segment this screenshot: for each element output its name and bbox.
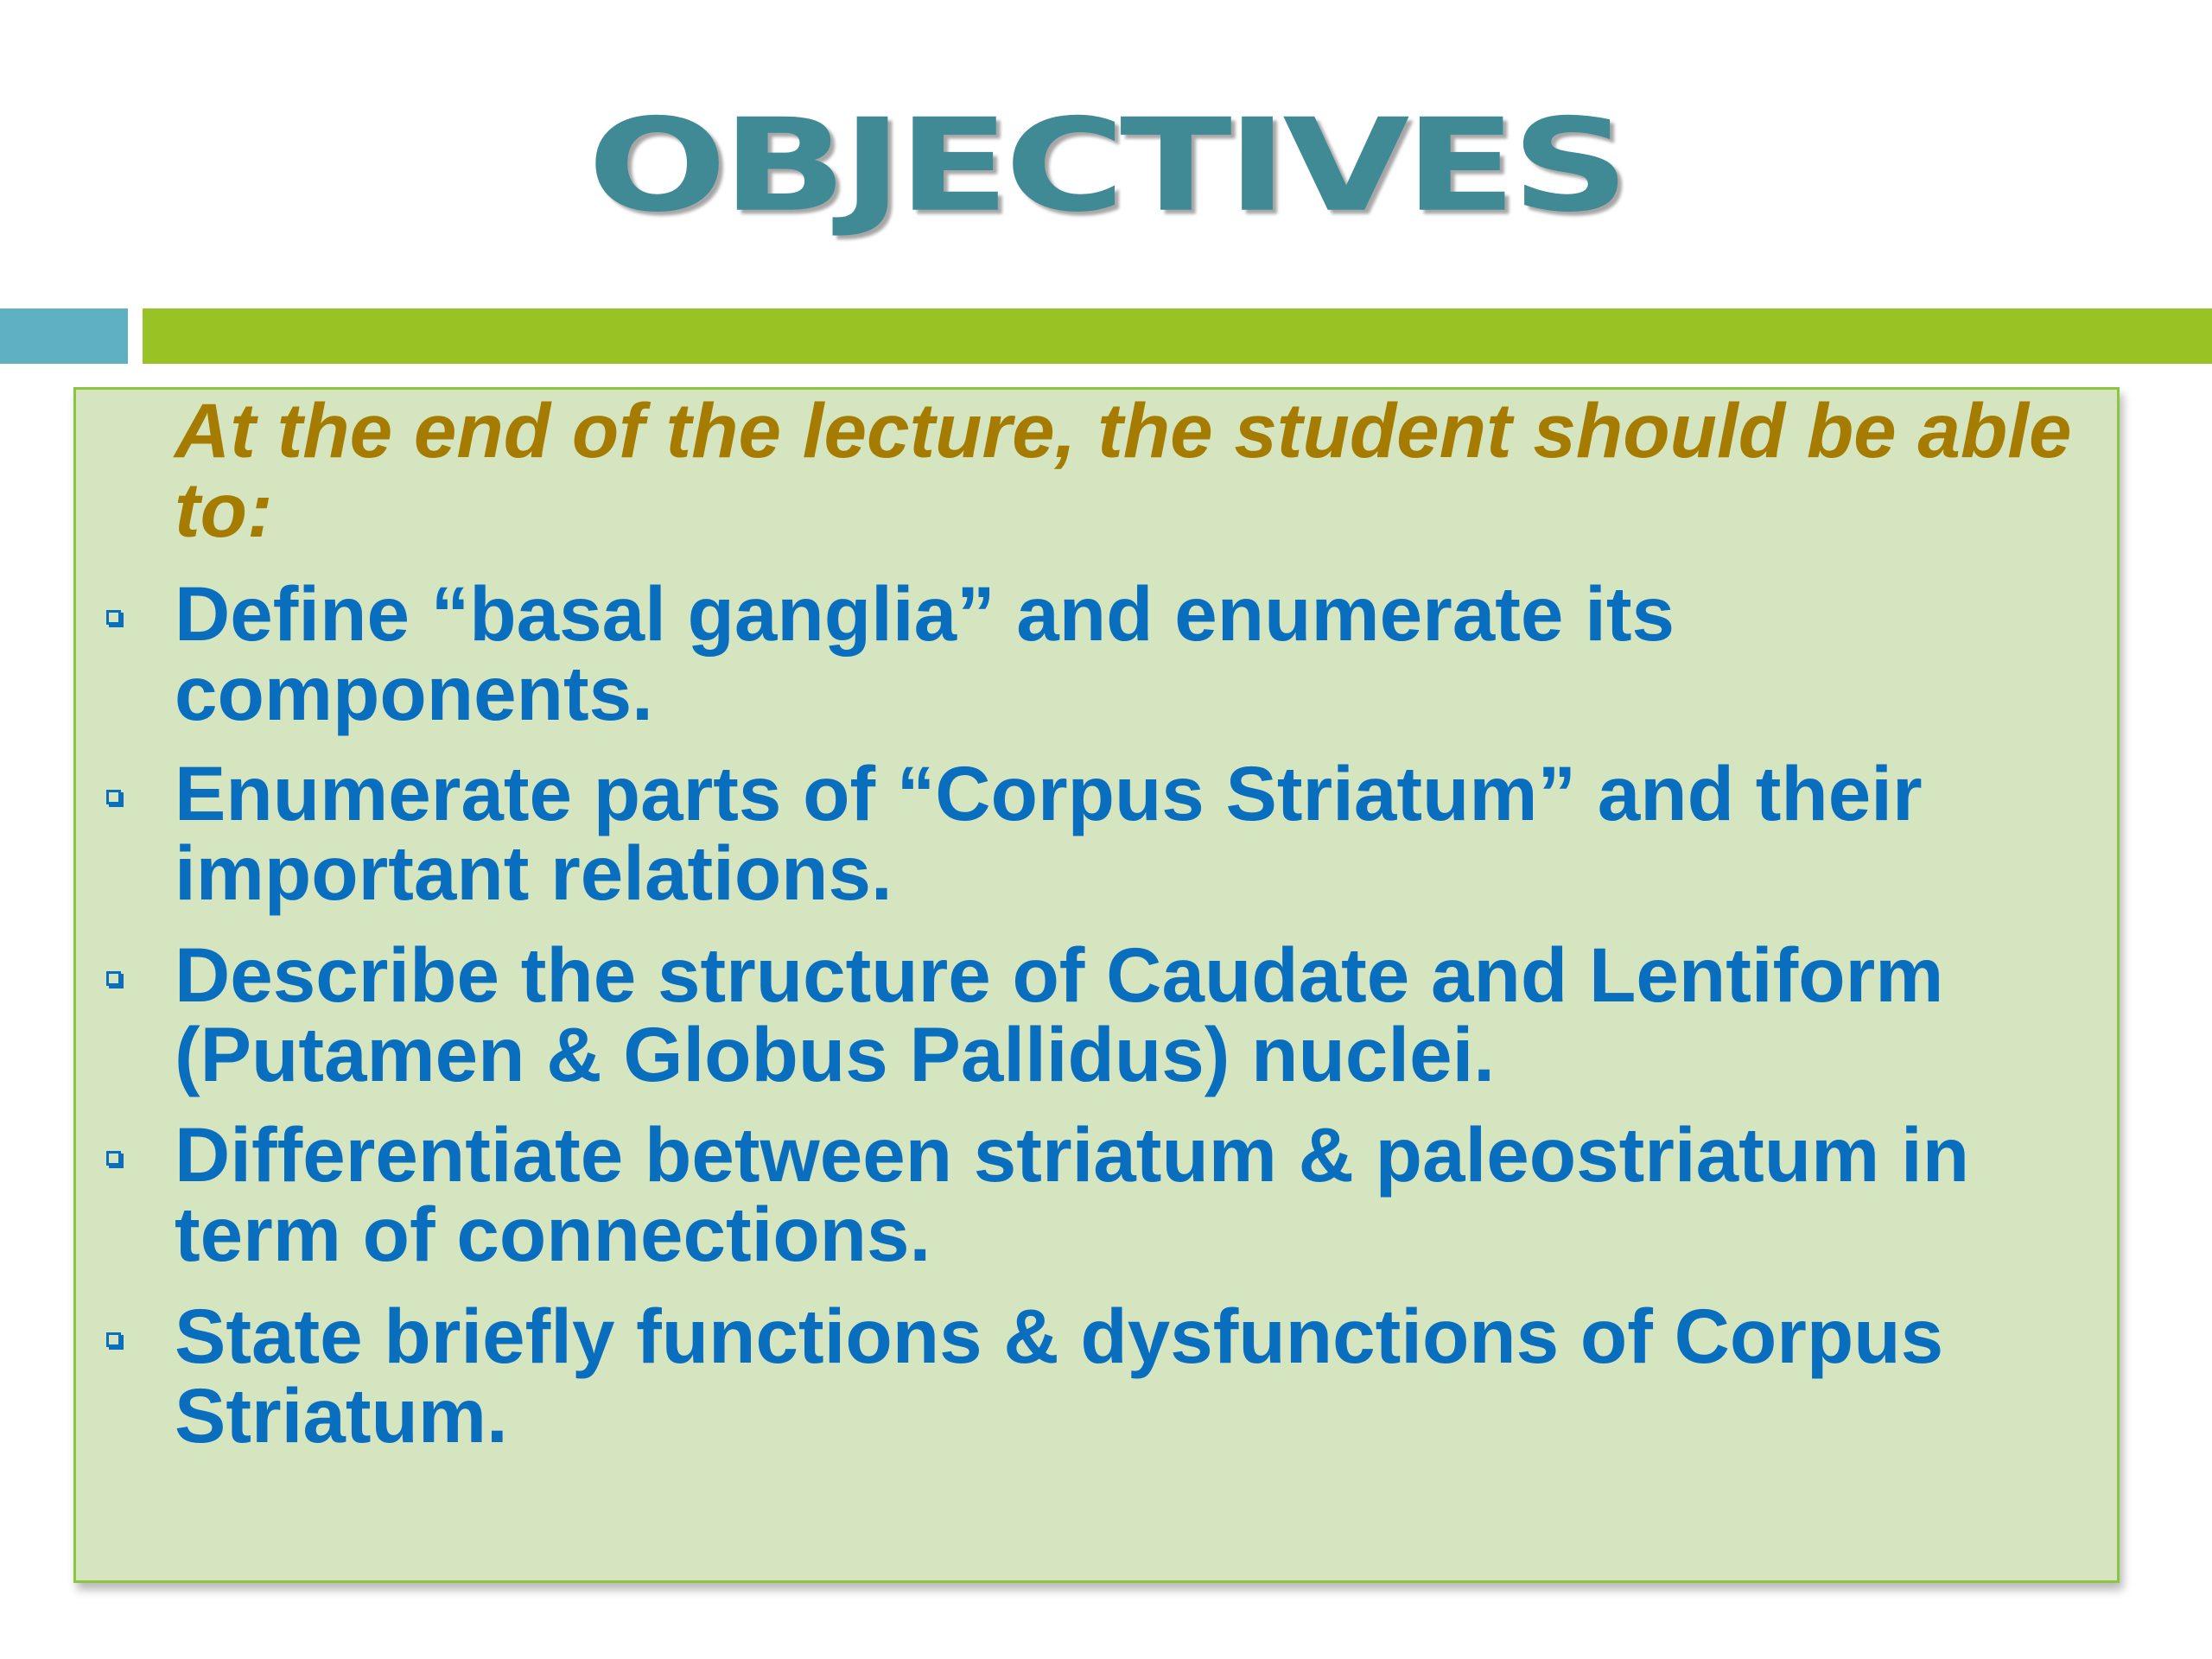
slide-title: OBJECTIVES: [587, 91, 1625, 240]
objective-text: Define “basal ganglia” and enumerate its components.: [175, 570, 1675, 736]
objective-text: Differentiate between striatum & paleostriatum in term of connections.: [175, 1111, 1970, 1277]
objective-text: Describe the structure of Caudate and Lentiform (Putamen & Globus Pallidus) nuclei.: [175, 931, 1944, 1097]
square-bullet-icon: [106, 790, 121, 804]
accent-bar-right: [143, 308, 2212, 364]
accent-bar-left: [0, 308, 128, 364]
objective-item: [175, 750, 2119, 916]
intro-text: At the end of the lecture, the student should be able to:: [175, 387, 2072, 553]
objective-text: Enumerate parts of “Corpus Striatum” and their important relations.: [175, 750, 1923, 916]
square-bullet-icon: [106, 610, 121, 625]
objective-item: [175, 1293, 2119, 1459]
objective-text: State briefly functions & dysfunctions of Corpus Striatum.: [175, 1293, 1944, 1459]
objective-item: [175, 931, 2119, 1097]
objective-item: [175, 1111, 2119, 1277]
square-bullet-icon: [106, 971, 121, 986]
square-bullet-icon: [106, 1151, 121, 1166]
objective-item: [175, 570, 2119, 736]
square-bullet-icon: [106, 1332, 121, 1347]
